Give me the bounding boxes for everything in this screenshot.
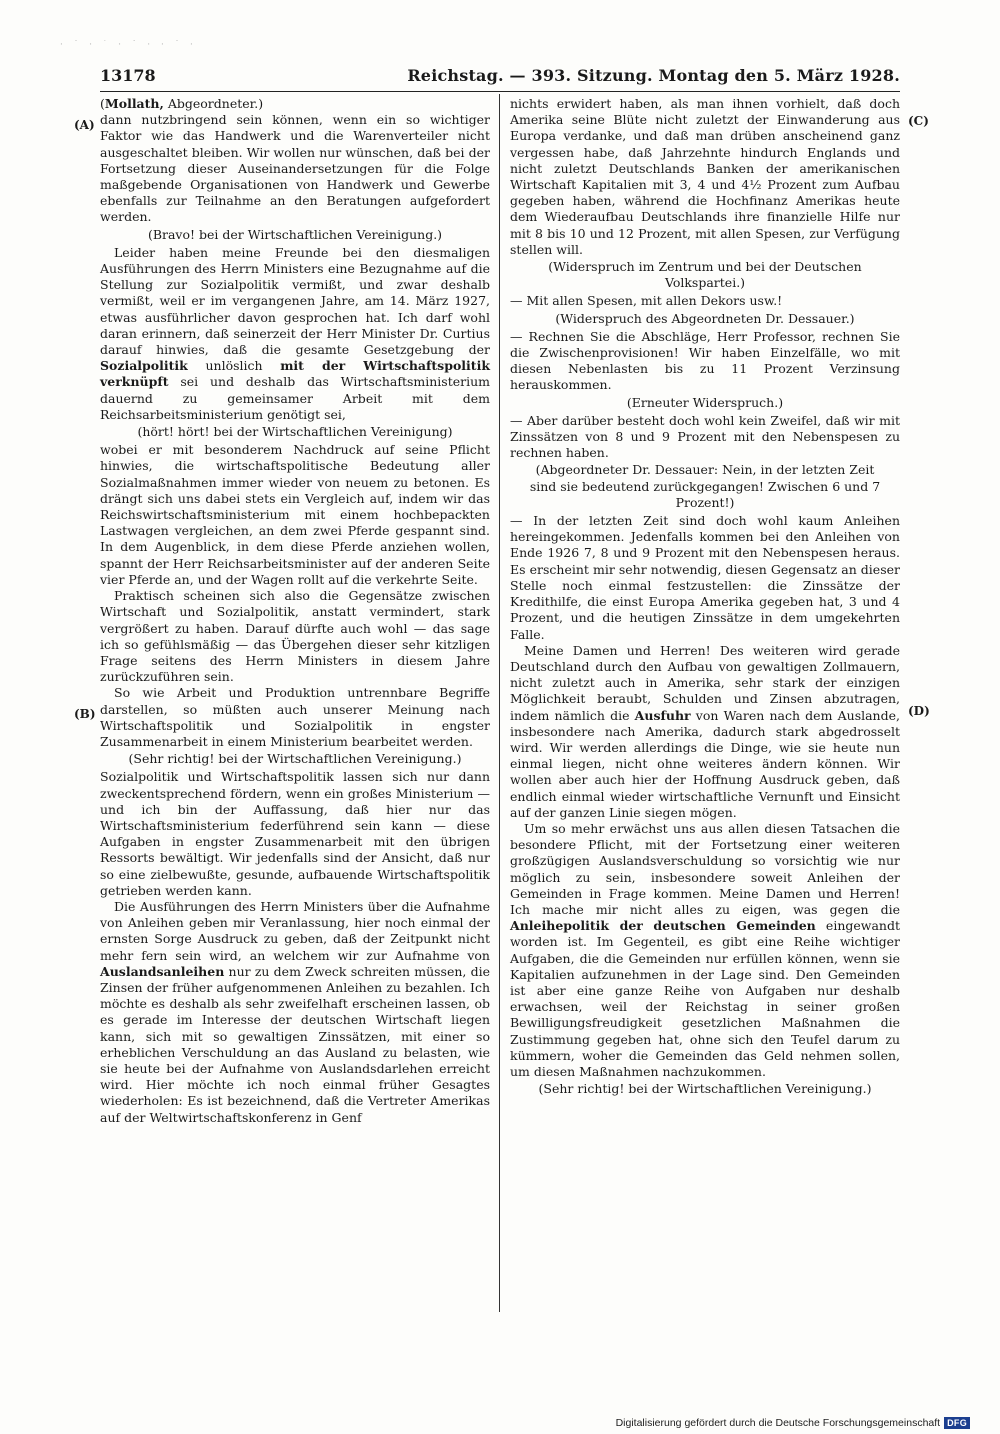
margin-mark-a: (A)	[74, 118, 95, 132]
margin-mark-d: (D)	[908, 704, 930, 718]
interjection: (Erneuter Widerspruch.)	[626, 394, 784, 410]
paragraph: — Aber darüber besteht doch wohl kein Zweifel, daß wir mit Zinssätzen von 8 und 9 Prozent mit den Nebenspesen zu rechnen haben.	[510, 412, 900, 461]
footer-text: Digitalisierung gefördert durch die Deutsche Forschungsgemeinschaft	[615, 1417, 941, 1429]
right-column	[510, 96, 900, 1099]
speaker-name: Mollath,	[104, 96, 164, 111]
interjection: (Sehr richtig! bei der Wirtschaftlichen Vereinigung.)	[128, 751, 462, 767]
interjection: (Abgeordneter Dr. Dessauer: Nein, in der letzten Zeit sind sie bedeutend zurückgegangen! Zwischen 6 und 7 Prozent!)	[529, 462, 881, 510]
dfg-logo: DFG	[944, 1417, 970, 1429]
margin-mark-c: (C)	[908, 114, 929, 128]
paragraph: So wie Arbeit und Produktion untrennbare Begriffe darstellen, so müßten auch unserer Meinung nach Wirtschaftspolitik und Sozialpolitik in engster Zusammenarbeit in einem Ministerium bearbeitet werden.	[100, 685, 490, 749]
paragraph: Sozialpolitik und Wirtschaftspolitik lassen sich nur dann zweckentsprechend fördern, wenn ein großes Ministerium — und ich bin der Auffassung, daß hier nur das Wirtschaftsministerium federführend sein kann — diese Aufgaben in engster Zusammenarbeit mit den übrigen Ressorts bewältigt. Wir jedenfalls sind der Ansicht, daß nur so eine zielbewußte, gesunde, aufbauende Wirtschaftspolitik getrieben werden kann.	[100, 769, 490, 898]
interjection: (Bravo! bei der Wirtschaftlichen Vereinigung.)	[147, 226, 443, 242]
interjection: (Sehr richtig! bei der Wirtschaftlichen Vereinigung.)	[538, 1081, 872, 1097]
paragraph: Meine Damen und Herren! Des weiteren wird gerade Deutschland durch den Aufbau von gewaltigen Zollmauern, nicht zuletzt auch in Amerika, sehr stark der einzigen Möglichkeit beraubt, Schulden und Zinsen abzutragen, indem nämlich die Ausfuhr von Waren nach dem Auslande, insbesondere nach Amerika, dadurch stark abgedrosselt wird. Wir werden allerdings die Dinge, wie sie heute nun einmal liegen, nicht ohne weiteres ändern können. Wir wollen aber auch hier der Hoffnung Ausdruck geben, daß endlich einmal wieder wirtschaftliche Vernunft und Einsicht auf der ganzen Linie siegen mögen.	[510, 642, 900, 820]
footer-credit	[616, 1417, 970, 1429]
page-header	[100, 66, 900, 90]
paragraph: dann nutzbringend sein können, wenn ein so wichtiger Faktor wie das Handwerk und die Warenverteiler nicht ausgeschaltet bleiben. Wir wollen nur wünschen, daß bei der Fortsetzung dieser Auseinandersetzungen für die Folge maßgebende Organisationen von Handwerk und Gewerbe ebenfalls zur Teilnahme an den Beratungen aufgefordert werden.	[100, 112, 490, 225]
paragraph: — Rechnen Sie die Abschläge, Herr Professor, rechnen Sie die Zwischenprovisionen! Wir haben Einzelfälle, wo mit diesen Nebenlasten bis zu 11 Prozent Verzinsung herauskommen.	[510, 328, 900, 393]
paragraph: Praktisch scheinen sich also die Gegensätze zwischen Wirtschaft und Sozialpolitik, anstatt vermindert, stark vergrößert zu haben. Darauf dürfte auch wohl — das sage ich so gefühlsmäßig — das Übergehen dieser sehr kitzligen Frage seitens des Herrn Ministers in diesem Jahre zurückzuführen sein.	[100, 588, 490, 685]
paragraph: Die Ausführungen des Herrn Ministers über die Aufnahme von Anleihen geben mir Veranlassung, hier noch einmal der ernsten Sorge Ausdruck zu geben, daß der Zeitpunkt nicht mehr fern sein wird, an welchem wir zur Aufnahme von Auslandsanleihen nur zu dem Zweck schreiten müssen, die Zinsen der früher aufgenommenen Anleihen zu bezahlen. Ich möchte es deshalb als sehr zweifelhaft erscheinen lassen, ob es gerade im Interesse der deutschen Wirtschaft liegen kann, sich mit so gewaltigen Zinssätzen, mit einer so erheblichen Verschuldung an das Ausland zu belasten, wie sie heute bei der Aufnahme von Auslandsdarlehen erreicht wird. Hier möchte ich noch einmal früher Gesagtes wiederholen: Es ist bezeichnend, daß die Vertreter Amerikas auf der Weltwirtschaftskonferenz in Genf	[100, 898, 490, 1125]
paragraph: nichts erwidert haben, als man ihnen vorhielt, daß doch Amerika seine Blüte nicht zuletzt der Einwanderung aus Europa verdanke, und daß man drüben anscheinend ganz vergessen habe, daß Jahrzehnte hindurch Englands und nicht zuletzt Deutschlands Banken der amerikanischen Wirtschaft Kapitalien mit 3, 4 und 4½ Prozent zum Aufbau gegeben haben, während die Hochfinanz Amerikas heute dem Wiederaufbau Deutschlands ihre finanzielle Hilfe nur mit 8 bis 10 und 12 Prozent, mit allen Spesen, zur Verfügung stellen will.	[510, 96, 900, 257]
header-rule	[100, 91, 900, 92]
scan-specks: · ˙ · ` · ˙ · · ˙ ·	[60, 40, 197, 50]
left-column	[100, 96, 490, 1126]
column-divider	[499, 94, 500, 1312]
speaker-line: (Mollath, Abgeordneter.)	[100, 96, 264, 111]
paragraph: — In der letzten Zeit sind doch wohl kaum Anleihen hereingekommen. Jedenfalls kommen bei den Anleihen von Ende 1926 7, 8 und 9 Prozent mit den Nebenspesen heraus. Es erscheint mir sehr notwendig, diesen Gegensatz an dieser Stelle noch einmal festzustellen: die Zinssätze der Kredithilfe, die einst Europa Amerika gegeben hat, 3 und 4 Prozent, und die heutigen Zinssätze in dem umgekehrten Falle.	[510, 513, 900, 642]
interjection: (Widerspruch des Abgeordneten Dr. Dessauer.)	[555, 310, 855, 326]
interjection: (Widerspruch im Zentrum und bei der Deutschen Volkspartei.)	[548, 259, 862, 291]
paragraph: Leider haben meine Freunde bei den diesmaligen Ausführungen des Herrn Ministers eine Bezugnahme auf die Stellung zur Sozialpolitik vermißt, und zwar deshalb vermißt, weil er im vergangenen Jahre, am 14. März 1927, etwas ausführlicher davon gesprochen hat. Ich darf wohl daran erinnern, daß seinerzeit der Herr Minister Dr. Curtius darauf hinwies, daß die gesamte Gesetzgebung der Sozialpolitik unlöslich mit der Wirtschaftspolitik verknüpft sei und deshalb das Wirtschaftsministerium dauernd zu gemeinsamer Arbeit mit dem Reichsarbeitsministerium genötigt sei,	[100, 244, 490, 422]
speaker-role: Abgeordneter.	[163, 96, 259, 111]
margin-mark-b: (B)	[74, 707, 96, 721]
page-number: 13178	[100, 66, 156, 85]
paragraph: wobei er mit besonderem Nachdruck auf seine Pflicht hinwies, die wirtschaftspolitische Bedeutung aller Sozialmaßnahmen immer wieder von neuem zu betonen. Es drängt sich uns dabei stets ein Vergleich auf, indem wir das Reichswirtschaftsministerium mit einem hochbepackten Lastwagen vergleichen, an dem zwei Pferde gespannt sind. In dem Augenblick, in dem diese Pferde anziehen wollen, spannt der Herr Reichsarbeitsminister auf der anderen Seite vier Pferde an, und der Wagen rollt auf die verkehrte Seite.	[100, 442, 490, 587]
paragraph: Um so mehr erwächst uns aus allen diesen Tatsachen die besondere Pflicht, mit der Fortsetzung einer weiteren großzügigen Auslandsverschuldung so vorsichtig wie nur möglich zu sein, insbesondere soweit Anleihen der Gemeinden in Frage kommen. Meine Damen und Herren! Ich mache mir nicht alles zu eigen, was gegen die Anleihepolitik der deutschen Gemeinden eingewandt worden ist. Im Gegenteil, es gibt eine Reihe wichtiger Aufgaben, die die Gemeinden nur erfüllen können, wenn sie Kapitalien aufzunehmen in der Lage sind. Den Gemeinden ist aber eine ganze Reihe von Aufgaben nur deshalb erwachsen, weil der Reichstag in seiner großen Bewilligungsfreudigkeit gesetzlichen Maßnahmen die Zustimmung gegeben hat, ohne sich den Teufel darum zu kümmern, woher die Gemeinden das Geld nehmen sollen, um diesen Maßnahmen nachzukommen.	[510, 820, 900, 1079]
interjection: (hört! hört! bei der Wirtschaftlichen Vereinigung)	[137, 424, 453, 440]
running-head: Reichstag. — 393. Sitzung. Montag den 5. März 1928.	[407, 66, 900, 85]
paragraph: — Mit allen Spesen, mit allen Dekors usw.!	[510, 293, 783, 309]
